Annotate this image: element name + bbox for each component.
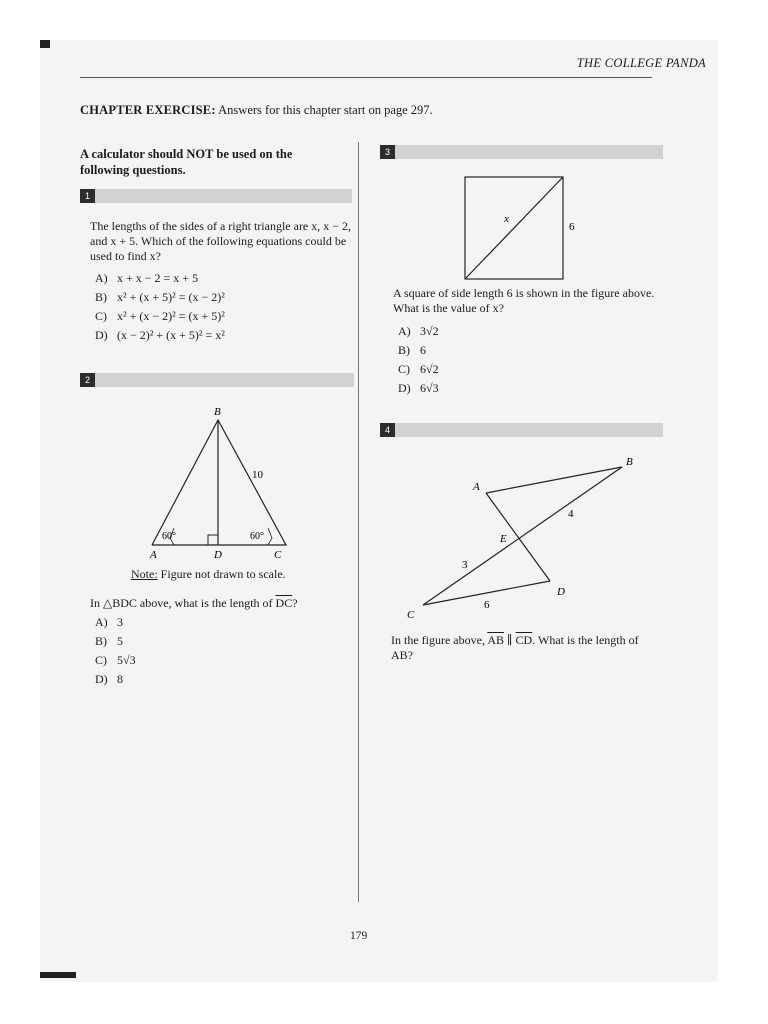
column-divider <box>358 142 359 902</box>
figure-note <box>131 567 286 582</box>
segment-bc <box>423 467 622 605</box>
square-figure <box>460 172 590 284</box>
label-cd-6: 6 <box>484 599 490 611</box>
segment-cd-text: $\overline{CD}$ <box>515 633 533 647</box>
label-x: x <box>504 213 509 225</box>
question-4-bar <box>380 423 663 437</box>
choice[interactable]: C) x² + (x − 2)² = (x + 5)² <box>95 309 225 323</box>
segment-ab <box>486 467 622 493</box>
label-angle-c: 60° <box>250 531 264 542</box>
choice[interactable]: B) 5 <box>95 634 123 648</box>
segment-ad <box>486 493 550 581</box>
choice[interactable]: A) x + x − 2 = x + 5 <box>95 271 199 285</box>
page-number: 179 <box>350 930 368 942</box>
question-1-choices <box>95 269 225 345</box>
label-d: D <box>557 586 565 598</box>
label-b: B <box>626 456 633 468</box>
question-3-bar <box>380 145 663 159</box>
chapter-label: CHAPTER EXERCISE: <box>80 103 216 117</box>
label-c: C <box>407 609 415 621</box>
header-rule <box>80 77 652 78</box>
label-e: E <box>500 533 507 545</box>
label-b: B <box>214 406 221 418</box>
running-head: THE COLLEGE PANDA <box>576 56 706 70</box>
bowtie-triangles-figure <box>400 450 650 625</box>
angle-arc-c <box>268 528 272 545</box>
choice[interactable]: A) 3√2 <box>398 324 439 338</box>
question-2-bar <box>80 373 354 387</box>
choice[interactable]: C) 6√2 <box>398 362 439 376</box>
label-angle-a: 60° <box>162 531 176 542</box>
question-3-choices <box>398 322 439 398</box>
question-2-stem: In △BDC above, what is the length of $\overline{DC}$? <box>90 596 298 610</box>
question-1-number: 1 <box>80 189 95 203</box>
choice[interactable]: C) 5√3 <box>95 653 136 667</box>
choice[interactable]: D) 6√3 <box>398 381 439 395</box>
question-2-number: 2 <box>80 373 95 387</box>
segment-dc: $\overline{DC}$ <box>275 596 293 610</box>
label-side-6: 6 <box>569 221 575 233</box>
question-4-stem: In the figure above, $\overline{AB}$ ∥ $\overline{CD}$. What is the length of AB? <box>391 633 639 662</box>
question-4-number: 4 <box>380 423 395 437</box>
triangle-bdc-figure <box>140 400 300 565</box>
right-angle-mark <box>208 535 218 545</box>
note-label: Note: <box>131 567 158 581</box>
question-3-stem: A square of side length 6 is shown in the figure above. What is the value of x? <box>393 286 655 315</box>
square-diagonal <box>465 177 563 279</box>
label-d: D <box>214 549 222 561</box>
question-2-choices <box>95 613 136 689</box>
label-c: C <box>274 549 282 561</box>
choice[interactable]: D) (x − 2)² + (x + 5)² = x² <box>95 328 225 342</box>
note-text: Figure not drawn to scale. <box>160 567 286 581</box>
question-1-stem: The lengths of the sides of a right triangle are x, x − 2, and x + 5. Which of the following equations could be used to find x? <box>90 219 352 263</box>
choice[interactable]: B) x² + (x + 5)² = (x − 2)² <box>95 290 225 304</box>
question-3-number: 3 <box>380 145 395 159</box>
label-a: A <box>150 549 157 561</box>
page-edge-shadow-bottom <box>40 972 76 978</box>
calculator-note: A calculator should NOT be used on the following questions. <box>80 147 293 177</box>
label-a: A <box>473 481 480 493</box>
chapter-exercise-line <box>80 103 433 118</box>
choice[interactable]: D) 8 <box>95 672 123 686</box>
choice[interactable]: A) 3 <box>95 615 123 629</box>
label-ce-3: 3 <box>462 559 468 571</box>
chapter-text: Answers for this chapter start on page 297. <box>218 103 433 117</box>
choice[interactable]: B) 6 <box>398 343 426 357</box>
segment-ab-text: $\overline{AB}$ <box>487 633 504 647</box>
page-edge-shadow <box>40 40 50 48</box>
label-side-10: 10 <box>252 469 263 481</box>
question-1-bar <box>80 189 352 203</box>
triangle-outline <box>152 420 286 545</box>
label-eb-4: 4 <box>568 508 574 520</box>
